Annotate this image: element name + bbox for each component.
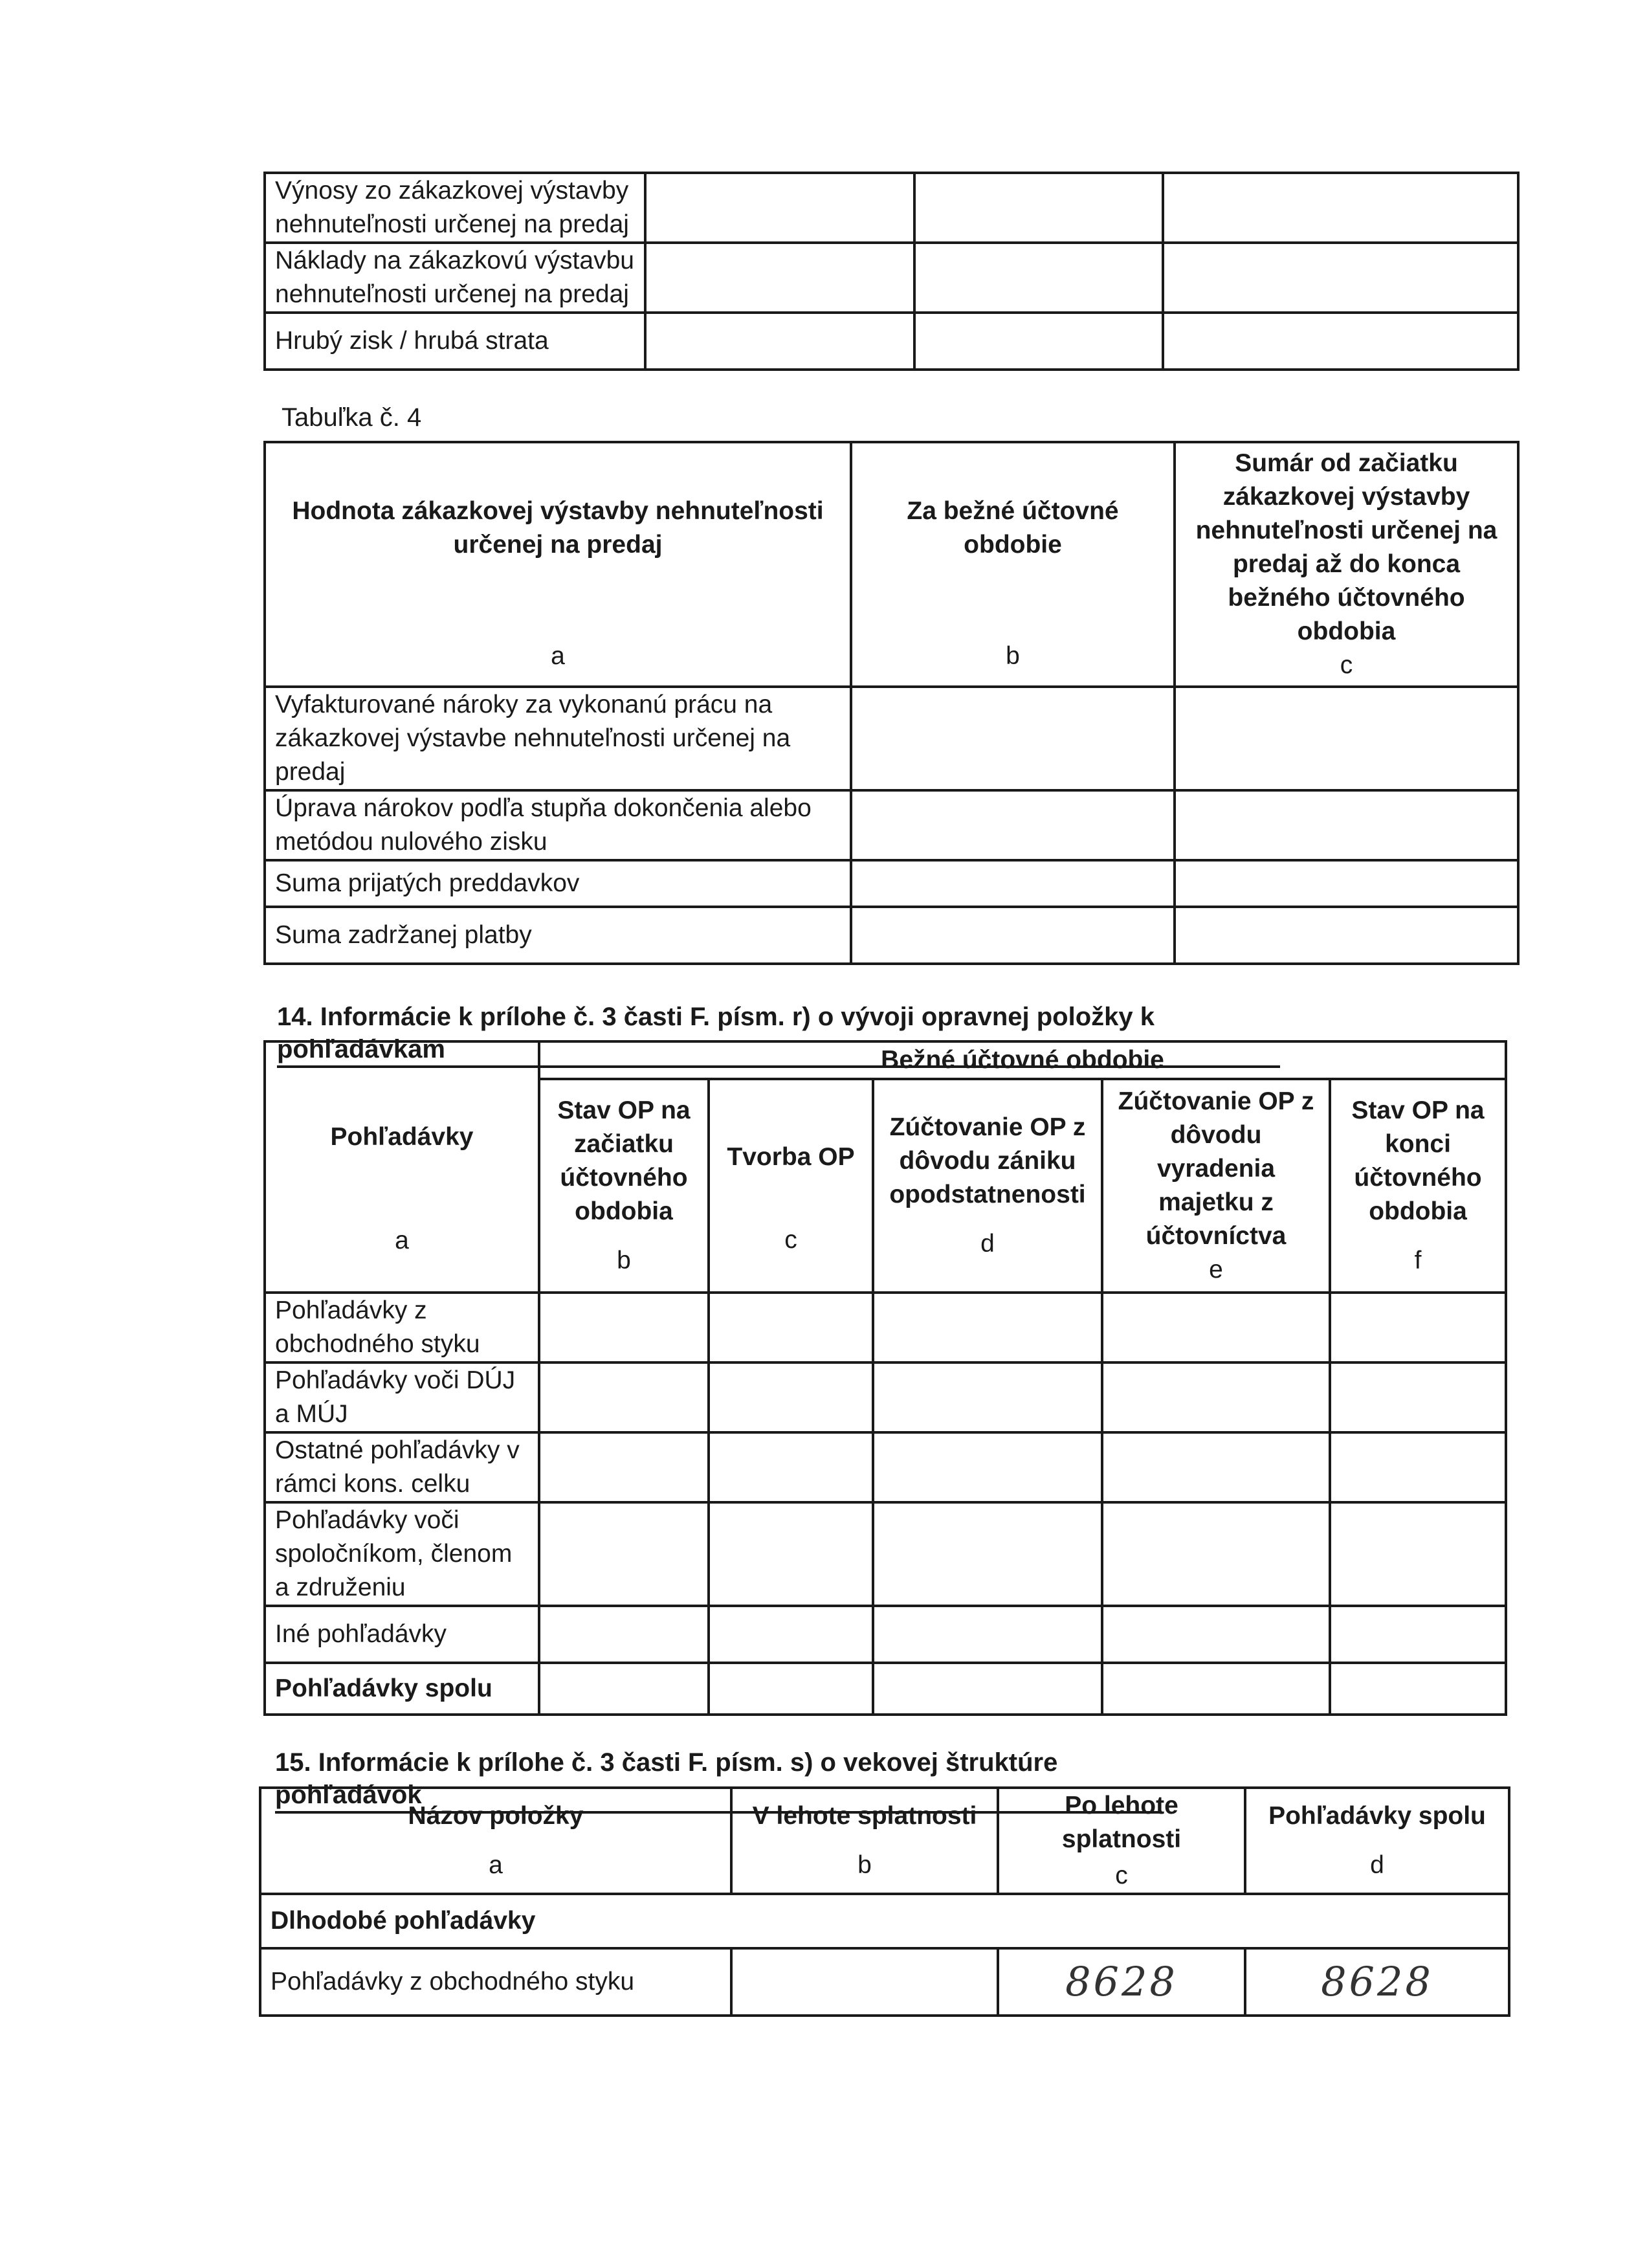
value-cell[interactable] [645, 243, 914, 313]
value-cell[interactable] [1330, 1606, 1506, 1663]
value-cell[interactable] [851, 790, 1175, 860]
table4-caption: Tabuľka č. 4 [282, 403, 422, 432]
age-structure-table [259, 1786, 1510, 2017]
value-cell[interactable] [709, 1663, 873, 1715]
value-cell[interactable] [1163, 243, 1518, 313]
column-letter: e [1209, 1256, 1223, 1284]
value-cell[interactable] [709, 1362, 873, 1432]
row-label: Pohľadávky z obchodného styku [260, 1948, 731, 2016]
allowance-header-b [539, 1079, 709, 1293]
header-label: Pohľadávky [330, 1123, 474, 1151]
allowance-table [263, 1040, 1507, 1716]
value-cell[interactable] [1102, 1362, 1330, 1432]
value-cell[interactable] [873, 1606, 1102, 1663]
value-cell[interactable] [873, 1293, 1102, 1362]
allowance-header-a [265, 1041, 539, 1293]
value-cell[interactable] [539, 1293, 709, 1362]
allowance-header-c [709, 1079, 873, 1293]
row-label: Výnosy zo zákazkovej výstavby nehnuteľnosti určenej na predaj [265, 173, 645, 243]
value-cell[interactable] [539, 1663, 709, 1715]
header-label: Pohľadávky spolu [1268, 1802, 1486, 1830]
column-letter: a [489, 1851, 503, 1879]
value-cell[interactable] [1175, 790, 1518, 860]
allowance-header-f [1330, 1079, 1506, 1293]
value-cell[interactable] [1330, 1502, 1506, 1606]
value-cell[interactable] [851, 687, 1175, 790]
value-cell[interactable] [851, 860, 1175, 907]
value-cell[interactable] [539, 1502, 709, 1606]
allowance-header-e [1102, 1079, 1330, 1293]
row-label: Pohľadávky z obchodného styku [265, 1293, 539, 1362]
value-cell[interactable] [1102, 1432, 1330, 1502]
column-letter: d [1370, 1851, 1384, 1879]
table4-header-a [265, 442, 851, 687]
column-letter: b [1006, 642, 1020, 670]
header-label: Stav OP na konci účtovného obdobia [1351, 1096, 1485, 1225]
column-letter: b [617, 1247, 631, 1274]
value-cell[interactable] [645, 173, 914, 243]
row-label: Vyfakturované nároky za vykonanú prácu na zákazkovej výstavbe nehnuteľnosti určenej na predaj [265, 687, 851, 790]
value-cell[interactable] [731, 1948, 998, 2016]
header-label: Sumár od začiatku zákazkovej výstavby nehnuteľnosti určenej na predaj až do konca bežného účtovného obdobia [1195, 449, 1498, 645]
value-cell[interactable] [1330, 1663, 1506, 1715]
header-label: V lehote splatnosti [752, 1802, 977, 1830]
row-label-total: Pohľadávky spolu [265, 1663, 539, 1715]
column-letter: c [1340, 651, 1353, 679]
row-label: Úprava nárokov podľa stupňa dokončenia alebo metódou nulového zisku [265, 790, 851, 860]
header-label: Tvorba OP [727, 1143, 855, 1171]
header-label: Zúčtovanie OP z dôvodu zániku opodstatnenosti [889, 1113, 1086, 1208]
row-label: Suma prijatých preddavkov [265, 860, 851, 907]
value-cell[interactable] [539, 1362, 709, 1432]
revenue-cost-table [263, 172, 1520, 371]
table4-header-c [1175, 442, 1518, 687]
table4-header-b [851, 442, 1175, 687]
value-cell[interactable] [1175, 860, 1518, 907]
value-cell[interactable] [1330, 1293, 1506, 1362]
age-header-a [260, 1788, 731, 1894]
value-cell[interactable] [1175, 687, 1518, 790]
value-cell[interactable] [873, 1362, 1102, 1432]
value-cell[interactable] [1163, 173, 1518, 243]
value-cell[interactable] [1175, 907, 1518, 964]
column-letter: a [551, 642, 565, 670]
column-letter: f [1414, 1247, 1422, 1274]
value-cell[interactable] [1102, 1293, 1330, 1362]
value-cell[interactable] [1102, 1606, 1330, 1663]
age-header-c [998, 1788, 1245, 1894]
value-cell[interactable] [709, 1606, 873, 1663]
section14-title: 14. Informácie k prílohe č. 3 časti F. písm. r) o vývoji opravnej položky k pohľadávkam [277, 1001, 1280, 1068]
value-cell[interactable] [1102, 1502, 1330, 1606]
allowance-header-d [873, 1079, 1102, 1293]
value-cell[interactable] [1330, 1432, 1506, 1502]
value-cell[interactable] [1102, 1663, 1330, 1715]
handwritten-value-total[interactable]: 8628 [1245, 1948, 1509, 2016]
value-cell[interactable] [914, 173, 1163, 243]
value-cell[interactable] [709, 1293, 873, 1362]
row-label: Náklady na zákazkovú výstavbu nehnuteľnosti určenej na predaj [265, 243, 645, 313]
row-label: Pohľadávky voči spoločníkom, členom a združeniu [265, 1502, 539, 1606]
column-letter: d [980, 1230, 995, 1258]
header-label: Zúčtovanie OP z dôvodu vyradenia majetku z účtovníctva [1118, 1087, 1314, 1250]
column-letter: c [1115, 1862, 1128, 1889]
header-label: Po lehote splatnosti [1061, 1792, 1182, 1853]
value-cell[interactable] [914, 313, 1163, 370]
value-cell[interactable] [1330, 1362, 1506, 1432]
value-cell[interactable] [873, 1663, 1102, 1715]
handwritten-value-overdue[interactable]: 8628 [998, 1948, 1245, 2016]
section15-title: 15. Informácie k prílohe č. 3 časti F. písm. s) o vekovej štruktúre pohľadávok [275, 1746, 1162, 1814]
value-cell[interactable] [645, 313, 914, 370]
row-label: Pohľadávky voči DÚJ a MÚJ [265, 1362, 539, 1432]
column-letter: c [784, 1226, 797, 1254]
row-label: Iné pohľadávky [265, 1606, 539, 1663]
row-label: Suma zadržanej platby [265, 907, 851, 964]
value-cell[interactable] [873, 1432, 1102, 1502]
age-header-d [1245, 1788, 1509, 1894]
column-letter: b [857, 1851, 872, 1879]
header-label: Stav OP na začiatku účtovného obdobia [557, 1096, 691, 1225]
table4 [263, 441, 1520, 965]
value-cell[interactable] [709, 1502, 873, 1606]
value-cell[interactable] [914, 243, 1163, 313]
value-cell[interactable] [539, 1606, 709, 1663]
value-cell[interactable] [539, 1432, 709, 1502]
group-header: Bežné účtovné obdobie [539, 1041, 1506, 1079]
value-cell[interactable] [1163, 313, 1518, 370]
value-cell[interactable] [709, 1432, 873, 1502]
value-cell[interactable] [851, 907, 1175, 964]
row-label-long-term: Dlhodobé pohľadávky [260, 1894, 1509, 1948]
column-letter: a [395, 1227, 409, 1254]
value-cell[interactable] [873, 1502, 1102, 1606]
age-header-b [731, 1788, 998, 1894]
row-label: Hrubý zisk / hrubá strata [265, 313, 645, 370]
row-label: Ostatné pohľadávky v rámci kons. celku [265, 1432, 539, 1502]
header-label: Hodnota zákazkovej výstavby nehnuteľnosti určenej na predaj [292, 497, 824, 559]
header-label: Názov položky [408, 1802, 584, 1830]
header-label: Za bežné účtovné obdobie [907, 497, 1119, 559]
